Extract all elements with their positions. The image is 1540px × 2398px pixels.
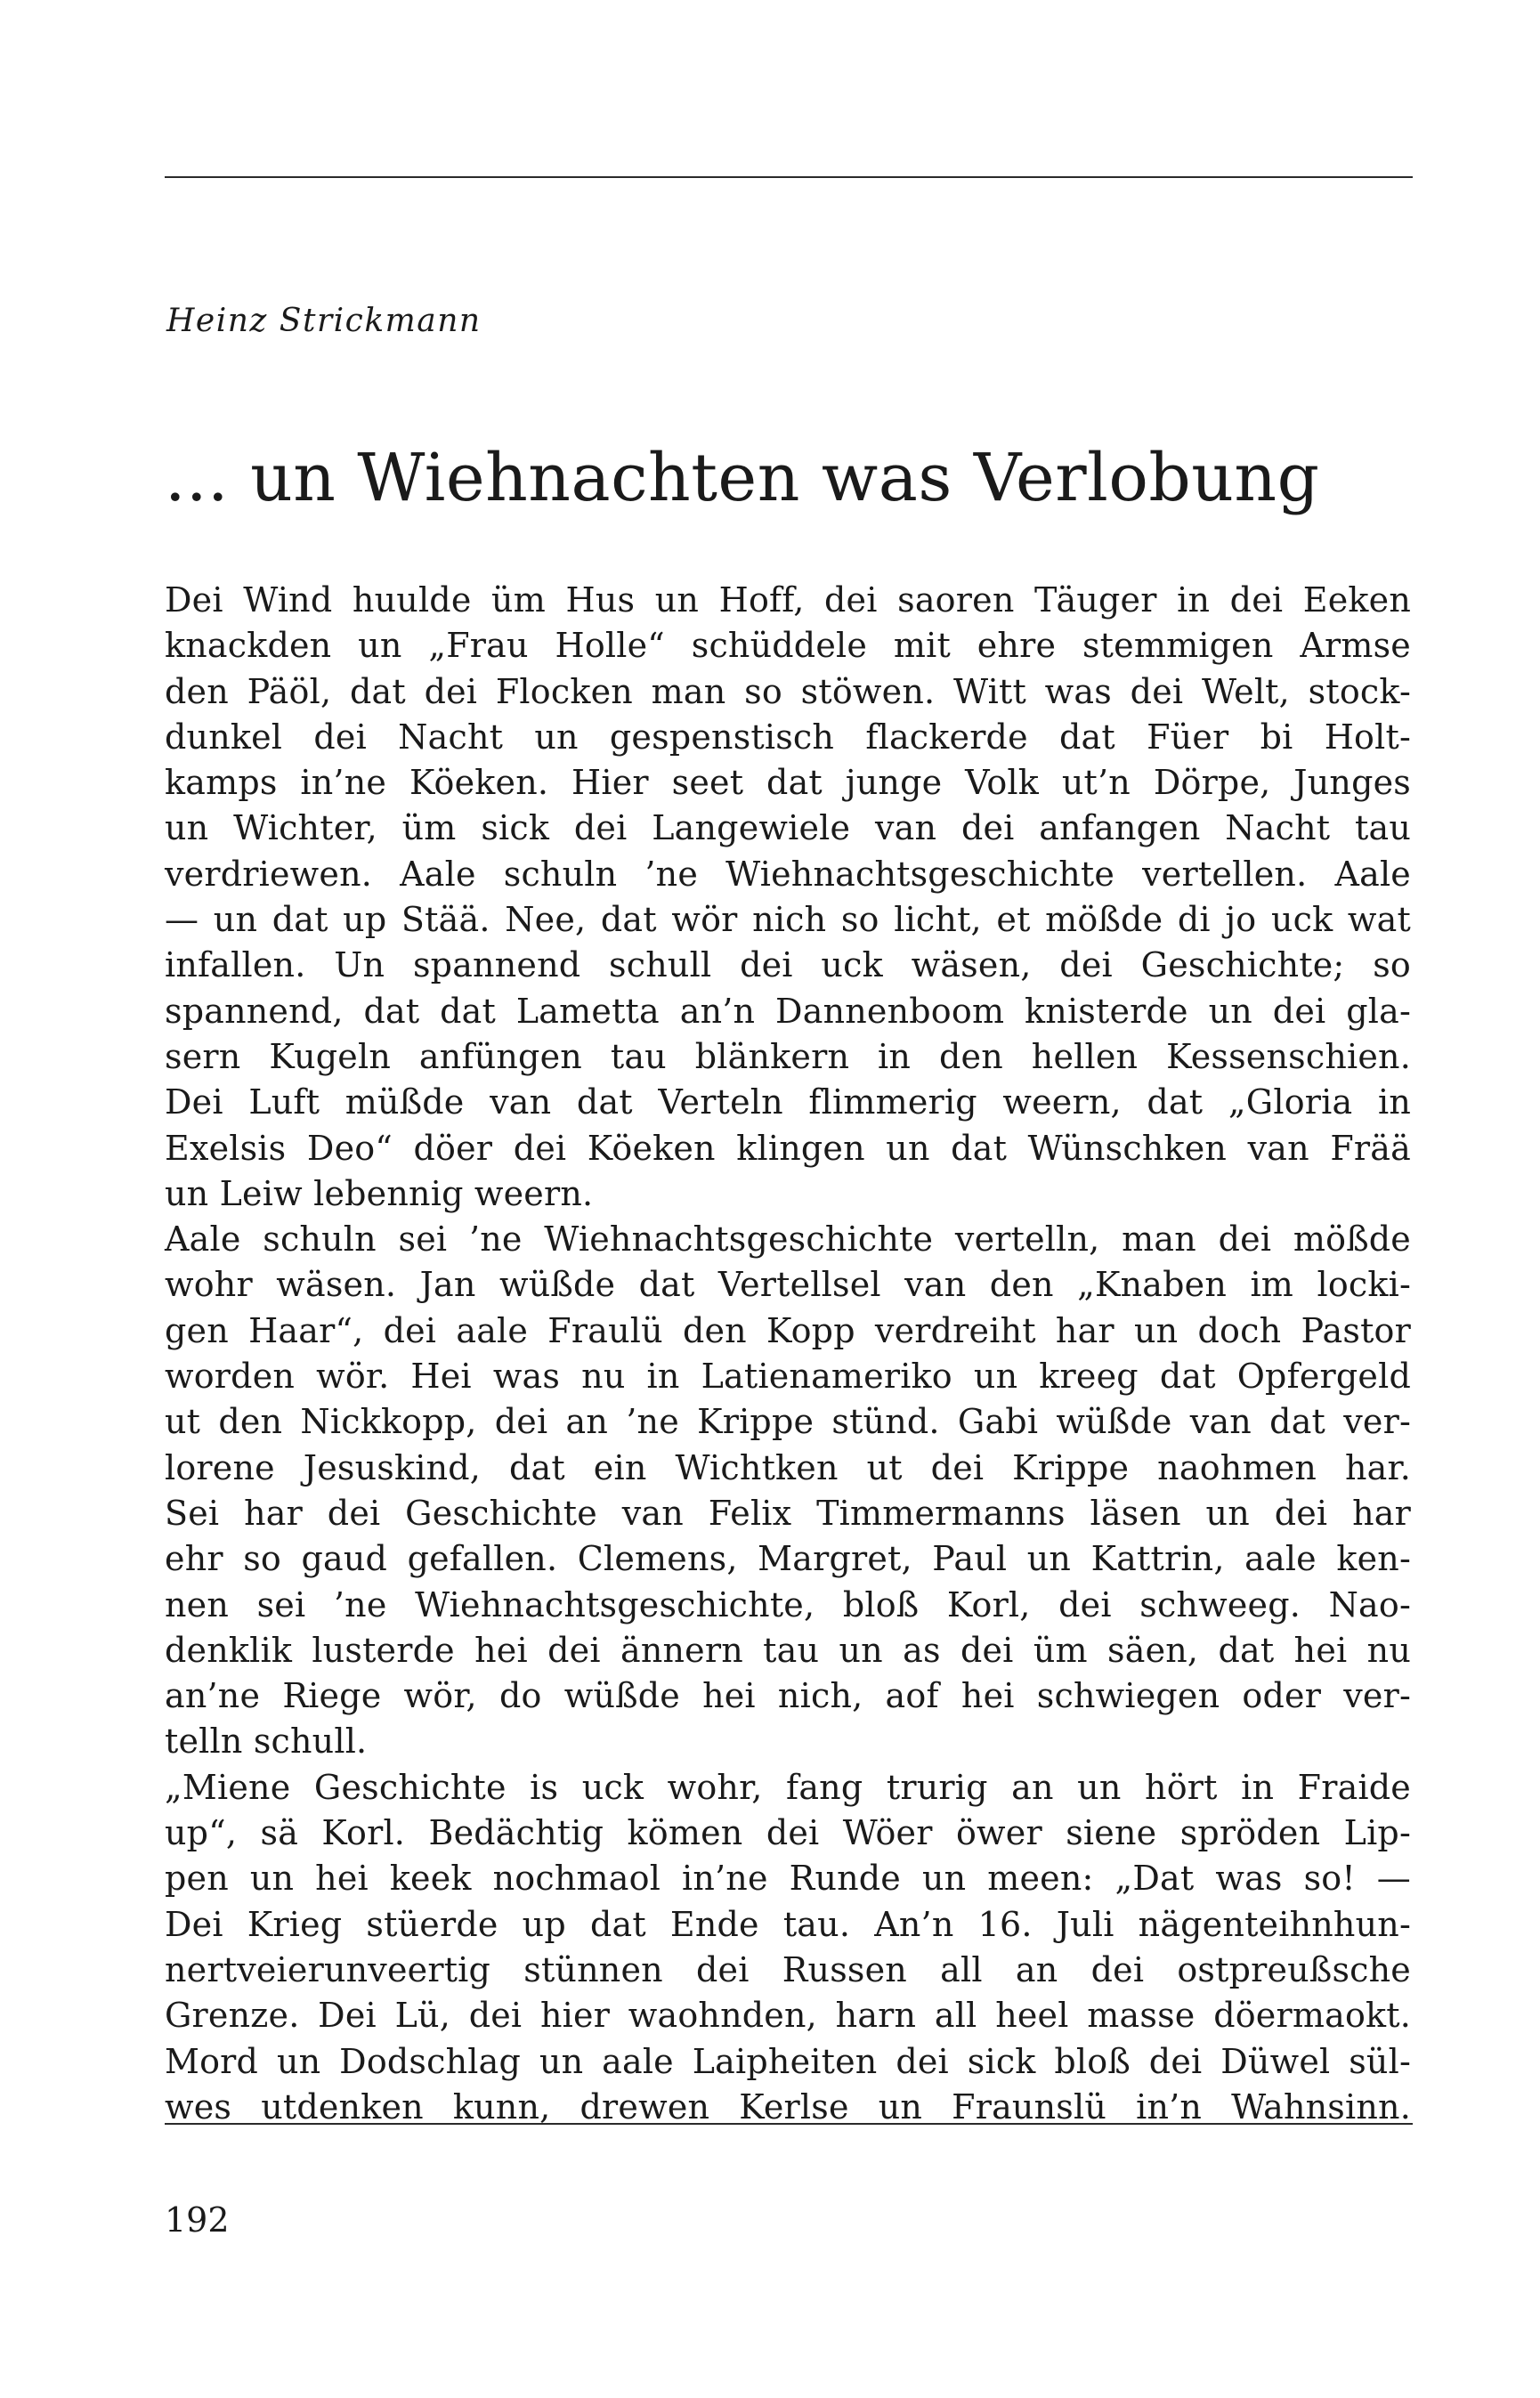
text-line: wohr wäsen. Jan wüßde dat Vertellsel van den „Knaben im locki-	[165, 1265, 1411, 1305]
text-line: Exelsis Deo“ döer dei Köeken klingen un dat Wünschken van Frää	[165, 1128, 1411, 1168]
author-name: Heinz Strickmann	[166, 303, 482, 339]
text-line: denklik lusterde hei dei ännern tau un as dei üm säen, dat hei nu	[165, 1630, 1411, 1670]
text-line: lorene Jesuskind, dat ein Wichtken ut dei Krippe naohmen har.	[165, 1447, 1411, 1487]
page-number: 192	[165, 2200, 230, 2240]
text-line: Dei Wind huulde üm Hus un Hoff, dei saoren Täuger in dei Eeken	[165, 580, 1411, 620]
text-line: nertveierunveertig stünnen dei Russen all an dei ostpreußsche	[165, 1949, 1411, 1989]
text-line: ehr so gaud gefallen. Clemens, Margret, Paul un Kattrin, aale ken-	[165, 1539, 1411, 1579]
header-rule	[165, 176, 1413, 178]
text-line: up“, sä Korl. Bedächtig kömen dei Wöer öwer siene spröden Lip-	[165, 1813, 1411, 1853]
text-line: an’ne Riege wör, do wüßde hei nich, aof hei schwiegen oder ver-	[165, 1676, 1411, 1716]
text-line: telln schull.	[165, 1722, 368, 1762]
text-line: infallen. Un spannend schull dei uck wäsen, dei Geschichte; so	[165, 945, 1411, 985]
text-line: „Miene Geschichte is uck wohr, fang trurig an un hört in Fraide	[165, 1767, 1411, 1807]
text-line: nen sei ’ne Wiehnachtsgeschichte, bloß Korl, dei schweeg. Nao-	[165, 1584, 1411, 1624]
text-line: den Päöl, dat dei Flocken man so stöwen. Witt was dei Welt, stock-	[165, 671, 1411, 711]
text-line: ut den Nickkopp, dei an ’ne Krippe stünd. Gabi wüßde van dat ver-	[165, 1402, 1411, 1442]
text-line: Aale schuln sei ’ne Wiehnachtsgeschichte vertelln, man dei mößde	[165, 1219, 1411, 1260]
text-line: verdriewen. Aale schuln ’ne Wiehnachtsgeschichte vertellen. Aale	[165, 854, 1411, 894]
text-line: spannend, dat dat Lametta an’n Dannenboom knisterde un dei gla-	[165, 991, 1411, 1031]
text-line: kamps in’ne Köeken. Hier seet dat junge Volk ut’n Dörpe, Junges	[165, 763, 1411, 803]
text-line: knackden un „Frau Holle“ schüddele mit ehre stemmigen Armse	[165, 626, 1411, 666]
text-line: gen Haar“, dei aale Fraulü den Kopp verdreiht har un doch Pastor	[165, 1310, 1411, 1350]
text-line: Dei Luft müßde van dat Verteln flimmerig weern, dat „Gloria in	[165, 1082, 1411, 1122]
text-line: pen un hei keek nochmaol in’ne Runde un meen: „Dat was so! —	[165, 1859, 1411, 1899]
text-line: — un dat up Stää. Nee, dat wör nich so licht, et mößde di jo uck wat	[165, 900, 1411, 940]
text-line: wes utdenken kunn, drewen Kerlse un Fraunslü in’n Wahnsinn.	[165, 2086, 1411, 2127]
text-line: Grenze. Dei Lü, dei hier waohnden, harn all heel masse döermaokt.	[165, 1996, 1411, 2036]
text-line: un Wichter, üm sick dei Langewiele van dei anfangen Nacht tau	[165, 808, 1411, 848]
text-line: Sei har dei Geschichte van Felix Timmermanns läsen un dei har	[165, 1493, 1411, 1533]
story-title: ... un Wiehnachten was Verlobung	[165, 440, 1320, 516]
text-line: dunkel dei Nacht un gespenstisch flackerde dat Füer bi Holt-	[165, 717, 1411, 757]
text-line: Dei Krieg stüerde up dat Ende tau. An’n 16. Juli nägenteihnhun-	[165, 1904, 1411, 1944]
body-text	[165, 578, 1411, 2130]
text-line: Mord un Dodschlag un aale Laipheiten dei sick bloß dei Düwel sül-	[165, 2041, 1411, 2081]
text-line: sern Kugeln anfüngen tau blänkern in den hellen Kessenschien.	[165, 1036, 1411, 1076]
text-line: un Leiw lebennig weern.	[165, 1173, 594, 1213]
text-line: worden wör. Hei was nu in Latienameriko un kreeg dat Opfergeld	[165, 1357, 1411, 1397]
footer-rule	[165, 2123, 1413, 2125]
